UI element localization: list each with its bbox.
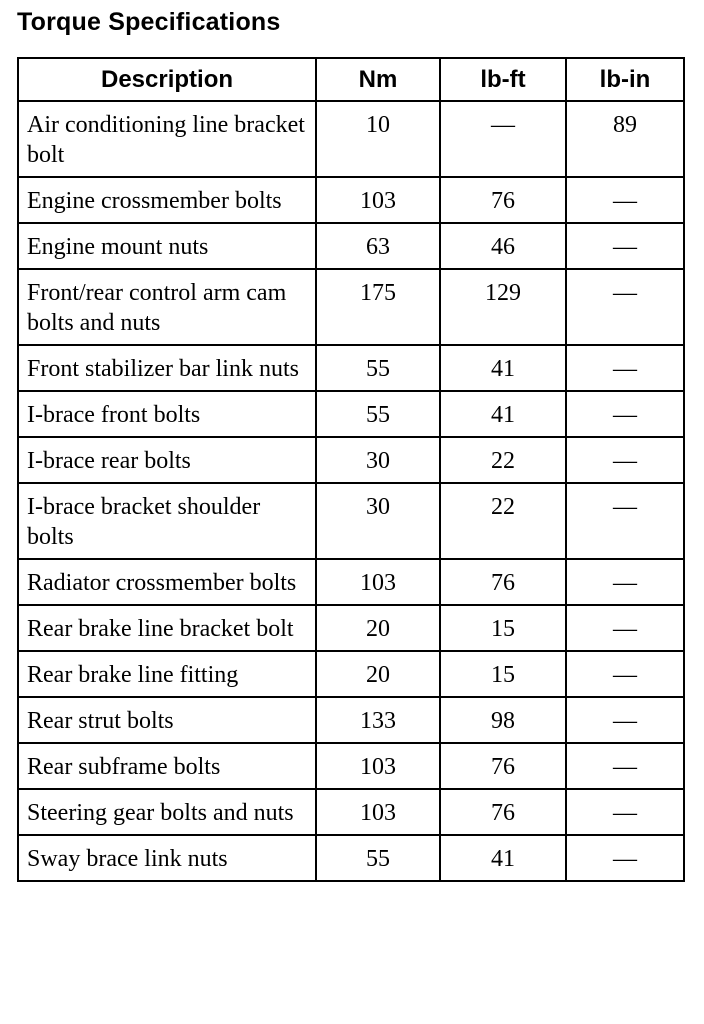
nm-cell: 103	[316, 177, 440, 223]
lb-in-cell: —	[566, 559, 684, 605]
description-cell: Front stabilizer bar link nuts	[18, 345, 316, 391]
description-cell: Engine mount nuts	[18, 223, 316, 269]
lb-ft-cell: 76	[440, 177, 566, 223]
lb-in-cell: —	[566, 177, 684, 223]
lb-ft-cell: 46	[440, 223, 566, 269]
nm-cell: 55	[316, 835, 440, 881]
description-cell: Front/rear control arm cam bolts and nuts	[18, 269, 316, 345]
table-row	[18, 789, 684, 835]
nm-cell: 55	[316, 345, 440, 391]
nm-cell: 103	[316, 559, 440, 605]
table-header-row	[18, 58, 684, 101]
lb-in-cell: —	[566, 483, 684, 559]
header-description: Description	[18, 58, 316, 101]
lb-in-cell: —	[566, 269, 684, 345]
lb-ft-cell: 41	[440, 835, 566, 881]
nm-cell: 30	[316, 483, 440, 559]
lb-in-cell: 89	[566, 101, 684, 177]
nm-cell: 10	[316, 101, 440, 177]
nm-cell: 20	[316, 605, 440, 651]
description-cell: Rear brake line fitting	[18, 651, 316, 697]
lb-in-cell: —	[566, 835, 684, 881]
header-nm: Nm	[316, 58, 440, 101]
table-row	[18, 391, 684, 437]
lb-in-cell: —	[566, 345, 684, 391]
table-row	[18, 437, 684, 483]
lb-in-cell: —	[566, 789, 684, 835]
lb-ft-cell: —	[440, 101, 566, 177]
lb-ft-cell: 22	[440, 437, 566, 483]
lb-ft-cell: 98	[440, 697, 566, 743]
description-cell: Radiator crossmember bolts	[18, 559, 316, 605]
lb-ft-cell: 129	[440, 269, 566, 345]
nm-cell: 103	[316, 789, 440, 835]
table-row	[18, 269, 684, 345]
nm-cell: 55	[316, 391, 440, 437]
nm-cell: 133	[316, 697, 440, 743]
table-row	[18, 559, 684, 605]
table-row	[18, 743, 684, 789]
table-row	[18, 345, 684, 391]
lb-ft-cell: 22	[440, 483, 566, 559]
lb-ft-cell: 15	[440, 651, 566, 697]
lb-ft-cell: 15	[440, 605, 566, 651]
nm-cell: 175	[316, 269, 440, 345]
table-row	[18, 651, 684, 697]
table-row	[18, 835, 684, 881]
lb-in-cell: —	[566, 391, 684, 437]
description-cell: I-brace bracket shoulder bolts	[18, 483, 316, 559]
lb-ft-cell: 41	[440, 345, 566, 391]
table-row	[18, 223, 684, 269]
lb-in-cell: —	[566, 223, 684, 269]
description-cell: Rear subframe bolts	[18, 743, 316, 789]
description-cell: Steering gear bolts and nuts	[18, 789, 316, 835]
lb-in-cell: —	[566, 697, 684, 743]
lb-in-cell: —	[566, 605, 684, 651]
description-cell: I-brace front bolts	[18, 391, 316, 437]
description-cell: I-brace rear bolts	[18, 437, 316, 483]
lb-in-cell: —	[566, 651, 684, 697]
header-lb-ft: lb-ft	[440, 58, 566, 101]
lb-in-cell: —	[566, 437, 684, 483]
nm-cell: 103	[316, 743, 440, 789]
description-cell: Rear brake line bracket bolt	[18, 605, 316, 651]
table-row	[18, 101, 684, 177]
description-cell: Sway brace link nuts	[18, 835, 316, 881]
table-row	[18, 697, 684, 743]
lb-ft-cell: 76	[440, 789, 566, 835]
table-row	[18, 177, 684, 223]
torque-spec-table	[17, 57, 685, 882]
description-cell: Rear strut bolts	[18, 697, 316, 743]
nm-cell: 30	[316, 437, 440, 483]
lb-ft-cell: 41	[440, 391, 566, 437]
nm-cell: 63	[316, 223, 440, 269]
lb-ft-cell: 76	[440, 559, 566, 605]
header-lb-in: lb-in	[566, 58, 684, 101]
table-row	[18, 605, 684, 651]
lb-in-cell: —	[566, 743, 684, 789]
description-cell: Engine crossmember bolts	[18, 177, 316, 223]
nm-cell: 20	[316, 651, 440, 697]
lb-ft-cell: 76	[440, 743, 566, 789]
page-title: Torque Specifications	[17, 8, 281, 36]
table-row	[18, 483, 684, 559]
description-cell: Air conditioning line bracket bolt	[18, 101, 316, 177]
